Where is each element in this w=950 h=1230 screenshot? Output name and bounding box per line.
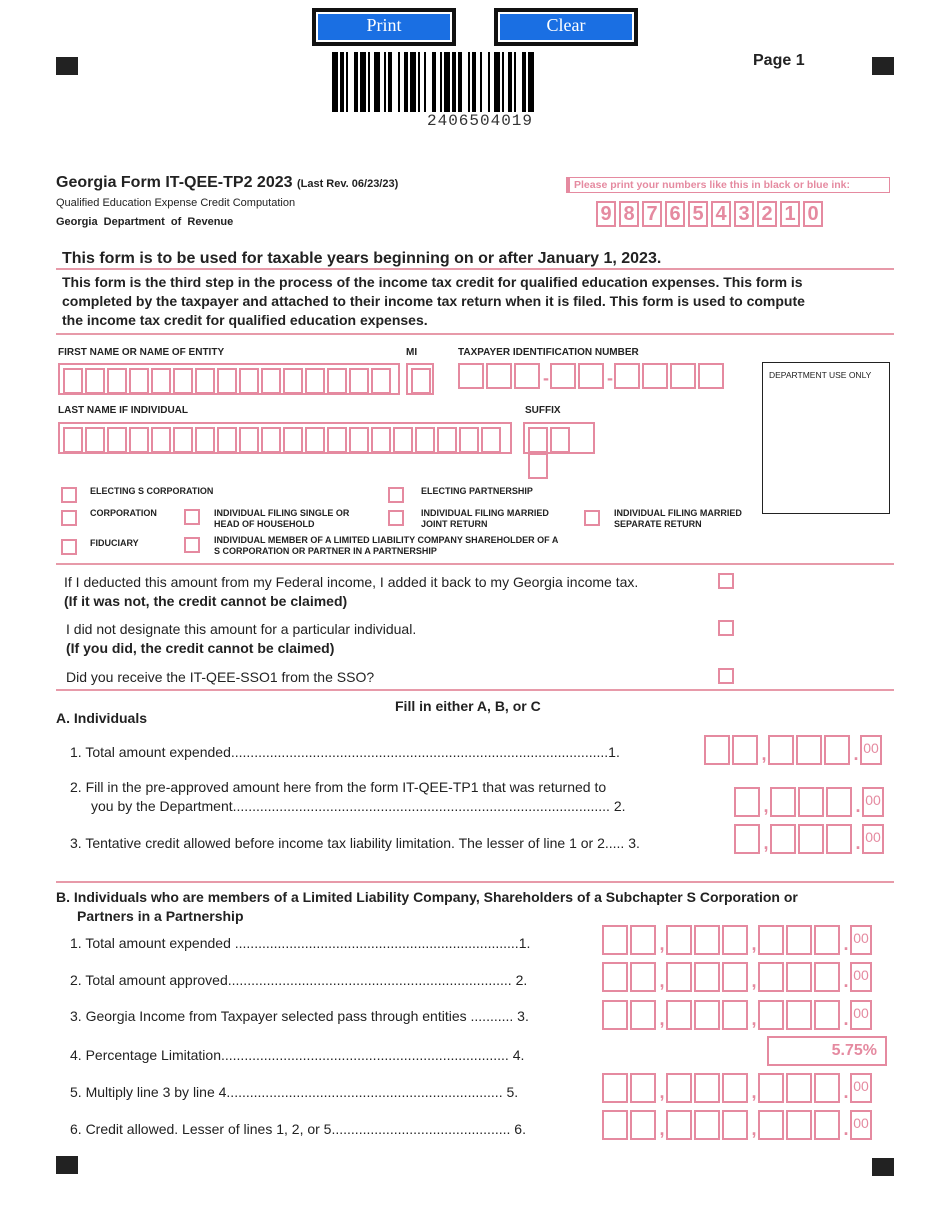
electing-partnership-checkbox[interactable]: [388, 487, 404, 503]
char-cell[interactable]: [666, 962, 692, 992]
barcode-bar: [480, 52, 482, 112]
sample-digits: [596, 201, 826, 227]
char-cell[interactable]: [768, 735, 794, 765]
intro-line: This form is the third step in the process of the income tax credit for qualified education expenses. This form is: [62, 274, 803, 290]
char-cell[interactable]: [694, 962, 720, 992]
cents-box: 00: [862, 824, 884, 854]
barcode-bar: [528, 52, 534, 112]
intro-heading: This form is to be used for taxable years beginning on or after January 1, 2023.: [62, 250, 662, 267]
not-designated-checkbox[interactable]: [718, 620, 734, 636]
char-cell[interactable]: [666, 1000, 692, 1030]
char-cell[interactable]: [602, 962, 628, 992]
section-b-line3-amount[interactable]: [602, 1000, 872, 1030]
section-b-line5: 5. Multiply line 3 by line 4....................................................................... 5.: [70, 1084, 519, 1100]
char-cell[interactable]: [85, 368, 105, 394]
char-cell[interactable]: [602, 1110, 628, 1140]
separator: ,: [751, 1082, 757, 1102]
barcode-bar: [404, 52, 408, 112]
barcode-bar: [418, 52, 420, 112]
char-cell[interactable]: [758, 1073, 784, 1103]
char-cell[interactable]: [666, 1110, 692, 1140]
char-cell[interactable]: [458, 363, 484, 389]
char-cell[interactable]: [217, 368, 237, 394]
first-name-input[interactable]: [58, 363, 400, 395]
barcode-bar: [354, 52, 358, 112]
separator: ,: [659, 1009, 665, 1029]
separator: ,: [761, 744, 767, 764]
char-cell[interactable]: [239, 368, 259, 394]
char-cell[interactable]: [770, 824, 796, 854]
section-b-line6: 6. Credit allowed. Lesser of lines 1, 2, or 5.............................................. 6.: [70, 1121, 526, 1137]
separator: ,: [763, 833, 769, 853]
section-a-title: A. Individuals: [56, 710, 148, 726]
intro-paragraph: [62, 273, 805, 330]
char-cell[interactable]: [151, 427, 171, 453]
section-b-line2: 2. Total amount approved......................................................................... 2.: [70, 972, 528, 988]
section-b-line2-amount[interactable]: [602, 962, 872, 992]
sample-digit: 0: [803, 201, 823, 227]
char-cell[interactable]: [758, 925, 784, 955]
label-line: INDIVIDUAL MEMBER OF A LIMITED LIABILITY COMPANY SHAREHOLDER OF A: [214, 535, 559, 545]
char-cell[interactable]: [826, 787, 852, 817]
ink-instruction: Please print your numbers like this in black or blue ink:: [566, 177, 890, 193]
char-cell[interactable]: [129, 368, 149, 394]
char-cell[interactable]: [107, 427, 127, 453]
separator: .: [843, 1082, 849, 1102]
char-cell[interactable]: [786, 1000, 812, 1030]
char-cell[interactable]: [459, 427, 479, 453]
fiduciary-checkbox[interactable]: [61, 539, 77, 555]
section-a-line1-amount[interactable]: [704, 735, 882, 765]
section-a-line2b: you by the Department................................................................................................. 2.: [91, 798, 626, 814]
form-title: Georgia Form IT-QEE-TP2 2023: [56, 174, 293, 191]
divider: [56, 563, 894, 565]
separator: .: [843, 934, 849, 954]
label-line: INDIVIDUAL FILING MARRIED: [614, 508, 742, 518]
cents-box: 00: [850, 925, 872, 955]
char-cell[interactable]: [734, 824, 760, 854]
char-cell[interactable]: [630, 925, 656, 955]
char-cell[interactable]: [261, 368, 281, 394]
question-federal-addback: If I deducted this amount from my Federal income, I added it back to my Georgia income tax.: [64, 574, 639, 590]
label-line: S CORPORATION OR PARTNER IN A PARTNERSHIP: [214, 546, 437, 556]
barcode-bar: [424, 52, 426, 112]
page-label: Page 1: [753, 52, 805, 69]
barcode-bar: [332, 52, 338, 112]
cents-box: 00: [850, 962, 872, 992]
char-cell[interactable]: [514, 363, 540, 389]
char-cell[interactable]: [694, 1110, 720, 1140]
char-cell[interactable]: [393, 427, 413, 453]
separator: ,: [751, 1119, 757, 1139]
question-not-designated-note: (If you did, the credit cannot be claimed): [66, 640, 335, 656]
char-cell[interactable]: [758, 962, 784, 992]
llc-member-label: [214, 535, 558, 557]
label-line: SEPARATE RETURN: [614, 519, 702, 529]
separator: .: [843, 971, 849, 991]
barcode-bar: [522, 52, 526, 112]
last-name-input[interactable]: [58, 422, 512, 454]
char-cell[interactable]: [722, 1073, 748, 1103]
mi-input[interactable]: [406, 363, 434, 395]
char-cell[interactable]: [327, 427, 347, 453]
barcode-bar: [488, 52, 490, 112]
registration-mark: [56, 1156, 78, 1174]
barcode-bar: [440, 52, 442, 112]
intro-line: the income tax credit for qualified education expenses.: [62, 312, 428, 328]
revision-date: (Last Rev. 06/23/23): [296, 178, 399, 190]
sample-digit: 3: [734, 201, 754, 227]
char-cell[interactable]: [283, 427, 303, 453]
char-cell[interactable]: [349, 368, 369, 394]
char-cell[interactable]: [195, 427, 215, 453]
question-sso: Did you receive the IT-QEE-SSO1 from the SSO?: [66, 669, 375, 685]
print-button[interactable]: [312, 8, 456, 46]
barcode-bar: [468, 52, 470, 112]
char-cell[interactable]: [694, 925, 720, 955]
barcode-bar: [340, 52, 344, 112]
char-cell[interactable]: [666, 1073, 692, 1103]
char-cell[interactable]: [758, 1000, 784, 1030]
char-cell[interactable]: [826, 824, 852, 854]
department-name: Georgia Department of Revenue: [56, 216, 234, 228]
sample-digit: 7: [642, 201, 662, 227]
char-cell[interactable]: [722, 925, 748, 955]
char-cell[interactable]: [694, 1000, 720, 1030]
question-not-designated: I did not designate this amount for a particular individual.: [66, 621, 417, 637]
char-cell[interactable]: [349, 427, 369, 453]
char-cell[interactable]: [528, 453, 548, 479]
barcode-bar: [384, 52, 386, 112]
separator: .: [843, 1119, 849, 1139]
separator: .: [853, 744, 859, 764]
char-cell[interactable]: [630, 1073, 656, 1103]
individual-separate-label: [614, 508, 742, 530]
char-cell[interactable]: [550, 363, 576, 389]
separator: .: [843, 1009, 849, 1029]
char-cell[interactable]: [798, 824, 824, 854]
suffix-label: SUFFIX: [525, 405, 561, 416]
individual-single-checkbox[interactable]: [184, 509, 200, 525]
char-cell[interactable]: [722, 1110, 748, 1140]
char-cell[interactable]: [630, 1000, 656, 1030]
char-cell[interactable]: [602, 1073, 628, 1103]
electing-partnership-label: ELECTING PARTNERSHIP: [421, 486, 533, 496]
char-cell[interactable]: [486, 363, 512, 389]
percentage-limitation: 5.75%: [767, 1036, 887, 1066]
sample-digit: 6: [665, 201, 685, 227]
char-cell[interactable]: [578, 363, 604, 389]
separator: ,: [763, 796, 769, 816]
fill-instruction: Fill in either A, B, or C: [395, 698, 541, 714]
section-b-line1-amount[interactable]: [602, 925, 872, 955]
separator: -: [607, 368, 613, 388]
char-cell[interactable]: [602, 1000, 628, 1030]
char-cell[interactable]: [195, 368, 215, 394]
char-cell[interactable]: [796, 735, 822, 765]
first-name-label: FIRST NAME OR NAME OF ENTITY: [58, 347, 225, 358]
separator: -: [543, 368, 549, 388]
char-cell[interactable]: [814, 1073, 840, 1103]
char-cell[interactable]: [642, 363, 668, 389]
sample-digit: 9: [596, 201, 616, 227]
char-cell[interactable]: [528, 427, 548, 453]
divider: [56, 689, 894, 691]
section-b-line6-amount[interactable]: [602, 1110, 872, 1140]
char-cell[interactable]: [694, 1073, 720, 1103]
barcode-bar: [508, 52, 512, 112]
barcode-bar: [432, 52, 436, 112]
section-a-line3: 3. Tentative credit allowed before income tax liability limitation. The lesser of line 1 or 2..... 3.: [70, 835, 640, 851]
section-b-title: B. Individuals who are members of a Limited Liability Company, Shareholders of a Subchapter S Corporation or: [56, 889, 798, 905]
sso-checkbox[interactable]: [718, 668, 734, 684]
char-cell[interactable]: [107, 368, 127, 394]
divider: [56, 333, 894, 335]
char-cell[interactable]: [630, 1110, 656, 1140]
barcode-bar: [452, 52, 456, 112]
section-a-line1: 1. Total amount expended.................................................................................................1.: [70, 744, 620, 760]
char-cell[interactable]: [173, 427, 193, 453]
char-cell[interactable]: [670, 363, 696, 389]
individual-joint-checkbox[interactable]: [388, 510, 404, 526]
char-cell[interactable]: [704, 735, 730, 765]
barcode-bar: [346, 52, 348, 112]
mi-label: MI: [406, 347, 418, 358]
char-cell[interactable]: [151, 368, 171, 394]
barcode-bar: [398, 52, 400, 112]
corporation-label: CORPORATION: [90, 508, 157, 518]
barcode-bar: [410, 52, 416, 112]
intro-line: completed by the taxpayer and attached to their income tax return when it is filed. This form is used to compute: [62, 293, 805, 309]
label-line: HEAD OF HOUSEHOLD: [214, 519, 315, 529]
separator: .: [855, 796, 861, 816]
char-cell[interactable]: [481, 427, 501, 453]
char-cell[interactable]: [814, 1000, 840, 1030]
char-cell[interactable]: [698, 363, 724, 389]
section-a-line2-amount[interactable]: [734, 787, 884, 817]
clear-button[interactable]: [494, 8, 638, 46]
fiduciary-label: FIDUCIARY: [90, 538, 139, 548]
cents-box: 00: [850, 1110, 872, 1140]
federal-addback-checkbox[interactable]: [718, 573, 734, 589]
suffix-input[interactable]: [523, 422, 595, 454]
sample-digit: 5: [688, 201, 708, 227]
char-cell[interactable]: [305, 368, 325, 394]
tin-label: TAXPAYER IDENTIFICATION NUMBER: [458, 347, 639, 358]
section-b-line5-amount[interactable]: [602, 1073, 872, 1103]
char-cell[interactable]: [786, 1073, 812, 1103]
barcode-bar: [514, 52, 516, 112]
barcode-number: 2406504019: [426, 112, 533, 130]
llc-member-checkbox[interactable]: [184, 537, 200, 553]
char-cell[interactable]: [614, 363, 640, 389]
sample-digit: 2: [757, 201, 777, 227]
label-line: INDIVIDUAL FILING SINGLE OR: [214, 508, 350, 518]
last-name-label: LAST NAME IF INDIVIDUAL: [58, 405, 188, 416]
char-cell[interactable]: [550, 427, 570, 453]
char-cell[interactable]: [666, 925, 692, 955]
section-b-line3: 3. Georgia Income from Taxpayer selected pass through entities ........... 3.: [70, 1008, 529, 1024]
tin-input[interactable]: [458, 363, 726, 389]
sample-digit: 8: [619, 201, 639, 227]
char-cell[interactable]: [734, 787, 760, 817]
label-line: JOINT RETURN: [421, 519, 488, 529]
registration-mark: [872, 1158, 894, 1176]
barcode-bar: [388, 52, 392, 112]
separator: ,: [659, 1082, 665, 1102]
cents-box: 00: [850, 1073, 872, 1103]
barcode-bar: [502, 52, 504, 112]
barcode-bar: [360, 52, 366, 112]
char-cell[interactable]: [327, 368, 347, 394]
char-cell[interactable]: [63, 427, 83, 453]
cents-box: 00: [862, 787, 884, 817]
char-cell[interactable]: [283, 368, 303, 394]
form-subtitle: Qualified Education Expense Credit Computation: [56, 197, 296, 209]
char-cell[interactable]: [415, 427, 435, 453]
section-b-line4: 4. Percentage Limitation.......................................................................... 4.: [70, 1047, 525, 1063]
char-cell[interactable]: [824, 735, 850, 765]
barcode-bar: [444, 52, 450, 112]
form-title-block: [56, 174, 398, 192]
cents-box: 00: [850, 1000, 872, 1030]
individual-joint-label: [421, 508, 549, 530]
clear-button-label: Clear: [498, 12, 634, 42]
department-use-label: DEPARTMENT USE ONLY: [769, 370, 872, 380]
char-cell[interactable]: [814, 1110, 840, 1140]
char-cell[interactable]: [411, 368, 431, 394]
separator: ,: [751, 934, 757, 954]
char-cell[interactable]: [261, 427, 281, 453]
separator: ,: [659, 1119, 665, 1139]
section-a-line2a: 2. Fill in the pre-approved amount here from the form IT-QEE-TP1 that was returned to: [70, 779, 607, 795]
section-b-title-line2: Partners in a Partnership: [77, 908, 244, 924]
cents-box: 00: [860, 735, 882, 765]
separator: ,: [659, 934, 665, 954]
electing-s-corp-checkbox[interactable]: [61, 487, 77, 503]
separator: .: [855, 833, 861, 853]
char-cell[interactable]: [814, 962, 840, 992]
char-cell[interactable]: [371, 368, 391, 394]
department-use-box: [762, 362, 890, 514]
char-cell[interactable]: [602, 925, 628, 955]
separator: ,: [751, 1009, 757, 1029]
separator: ,: [751, 971, 757, 991]
char-cell[interactable]: [722, 1000, 748, 1030]
barcode-bar: [374, 52, 380, 112]
barcode-bar: [368, 52, 370, 112]
char-cell[interactable]: [239, 427, 259, 453]
char-cell[interactable]: [371, 427, 391, 453]
section-b-line1: 1. Total amount expended .........................................................................1.: [70, 935, 531, 951]
char-cell[interactable]: [786, 962, 812, 992]
sample-digit: 4: [711, 201, 731, 227]
registration-mark: [56, 57, 78, 75]
char-cell[interactable]: [85, 427, 105, 453]
char-cell[interactable]: [63, 368, 83, 394]
char-cell[interactable]: [814, 925, 840, 955]
sample-digit: 1: [780, 201, 800, 227]
char-cell[interactable]: [305, 427, 325, 453]
separator: ,: [659, 971, 665, 991]
question-federal-note: (If it was not, the credit cannot be claimed): [64, 593, 348, 609]
char-cell[interactable]: [217, 427, 237, 453]
barcode-bar: [494, 52, 500, 112]
char-cell[interactable]: [437, 427, 457, 453]
electing-s-corp-label: ELECTING S CORPORATION: [90, 486, 214, 496]
char-cell[interactable]: [732, 735, 758, 765]
char-cell[interactable]: [798, 787, 824, 817]
char-cell[interactable]: [758, 1110, 784, 1140]
corporation-checkbox[interactable]: [61, 510, 77, 526]
individual-single-label: [214, 508, 349, 530]
char-cell[interactable]: [630, 962, 656, 992]
char-cell[interactable]: [173, 368, 193, 394]
label-line: INDIVIDUAL FILING MARRIED: [421, 508, 549, 518]
divider: [56, 881, 894, 883]
print-button-label: Print: [316, 12, 452, 42]
char-cell[interactable]: [786, 1110, 812, 1140]
char-cell[interactable]: [722, 962, 748, 992]
divider: [56, 268, 894, 270]
char-cell[interactable]: [786, 925, 812, 955]
char-cell[interactable]: [129, 427, 149, 453]
barcode-bar: [472, 52, 476, 112]
registration-mark: [872, 57, 894, 75]
section-a-line3-amount[interactable]: [734, 824, 884, 854]
barcode: [332, 52, 628, 112]
individual-separate-checkbox[interactable]: [584, 510, 600, 526]
barcode-bar: [458, 52, 462, 112]
char-cell[interactable]: [770, 787, 796, 817]
